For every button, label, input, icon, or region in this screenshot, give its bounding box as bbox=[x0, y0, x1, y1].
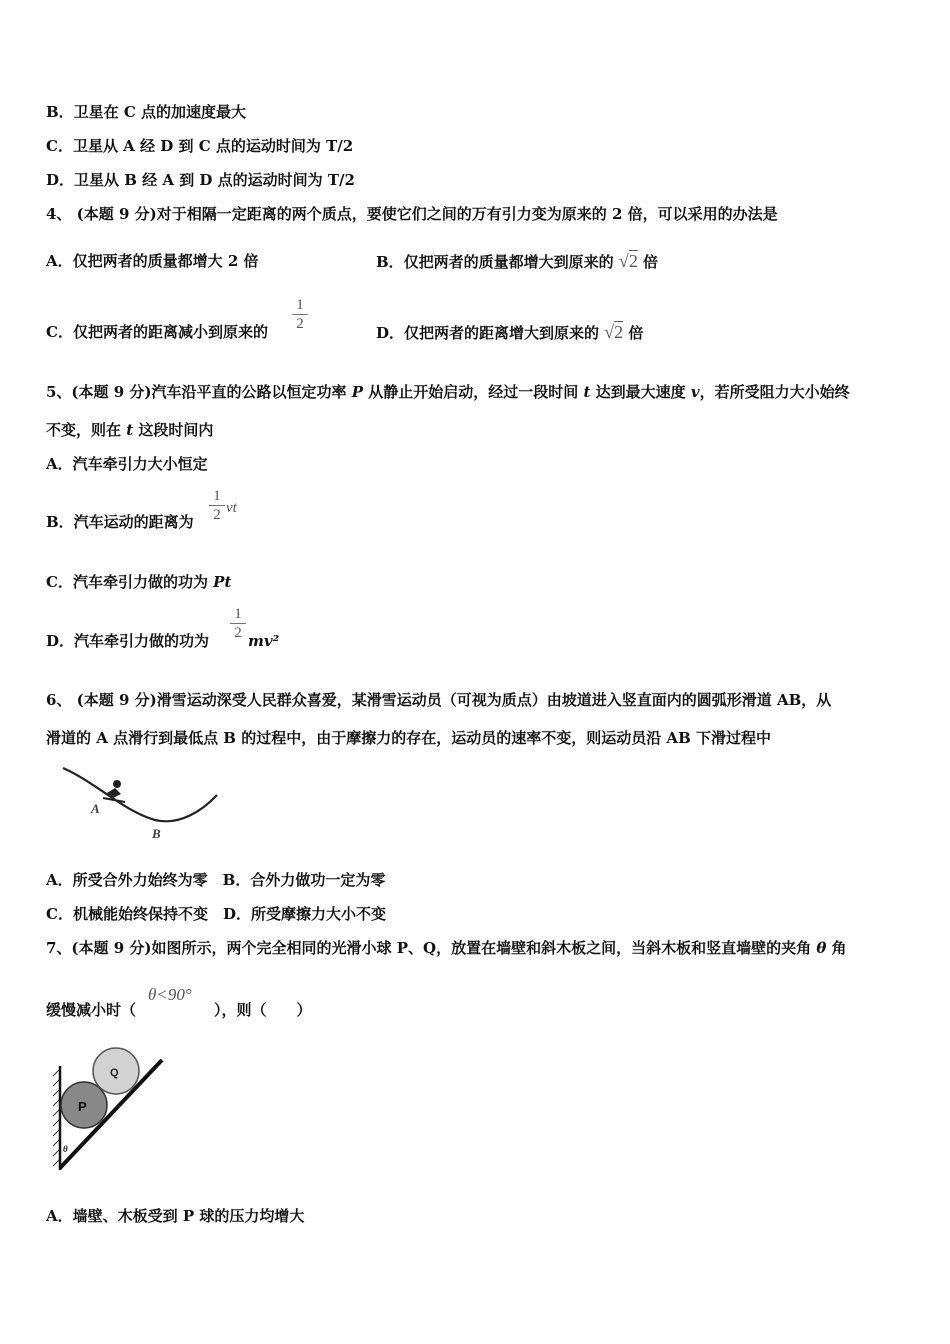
point-b-label: B bbox=[152, 826, 161, 841]
q6-options-ab: A．所受合外力始终为零 B．合外力做功一定为零 bbox=[46, 871, 386, 889]
q7-stem-line2-end: ），则（ ） bbox=[214, 1001, 312, 1019]
q5-stem-part: 从静止开始启动，经过一段时间 bbox=[363, 383, 584, 401]
fraction-numerator: 1 bbox=[234, 606, 242, 622]
q4-option-b-text: B．仅把两者的质量都增大到原来的 bbox=[376, 253, 614, 271]
q5-stem-part: 5、(本题 9 分)汽车沿平直的公路以恒定功率 bbox=[46, 383, 352, 401]
sqrt-sign: √ bbox=[618, 251, 629, 271]
q7-stem-part: 角 bbox=[826, 939, 847, 957]
q5-option-b-vt: vt bbox=[226, 500, 237, 516]
q5-stem-part: 这段时间内 bbox=[133, 421, 214, 439]
q4-option-c-text: C．仅把两者的距离减小到原来的 bbox=[46, 323, 268, 341]
point-a-label: A bbox=[91, 801, 100, 816]
fraction-bar bbox=[209, 505, 225, 506]
arc-track bbox=[63, 768, 217, 821]
q7-stem-part: 缓慢减小时（ bbox=[46, 1001, 137, 1019]
q7-stem-line1 bbox=[46, 938, 847, 958]
sqrt-2-symbol bbox=[619, 251, 638, 271]
q5-stem-part: ，若所受阻力大小始终 bbox=[699, 383, 850, 401]
balls-on-incline-figure bbox=[52, 1040, 172, 1175]
ball-q-label: Q bbox=[110, 1067, 119, 1079]
q5-stem-line2 bbox=[46, 420, 213, 440]
q3-option-b: B．卫星在 C 点的加速度最大 bbox=[46, 103, 247, 121]
q7-stem-part: 7、(本题 9 分)如图所示，两个完全相同的光滑小球 P、Q，放置在墙壁和斜木板之间，当斜木板和竖直墙壁的夹角 bbox=[46, 939, 817, 957]
q6-stem-line2: 滑道的 A 点滑行到最低点 B 的过程中，由于摩擦力的存在，运动员的速率不变，则运动员沿 AB 下滑过程中 bbox=[46, 729, 771, 747]
ball-p-label: P bbox=[78, 1099, 87, 1114]
q5-option-b bbox=[46, 512, 194, 532]
q4-option-c bbox=[46, 322, 268, 342]
fraction-bar bbox=[230, 623, 246, 624]
sqrt-sign: √ bbox=[604, 322, 615, 342]
ski-track-figure bbox=[55, 760, 225, 845]
q4-option-a: A．仅把两者的质量都增大 2 倍 bbox=[46, 252, 259, 270]
q5-var-t: t bbox=[583, 383, 591, 401]
q3-option-c: C．卫星从 A 经 D 到 C 点的运动时间为 T/2 bbox=[46, 137, 354, 155]
q5-var-t: t bbox=[126, 421, 134, 439]
q4-option-b bbox=[376, 251, 658, 272]
sqrt-radicand: 2 bbox=[614, 322, 624, 342]
q7-angle-condition: θ<90° bbox=[148, 985, 192, 1004]
q5-option-d-text: D．汽车牵引力做的功为 bbox=[46, 632, 210, 650]
q5-stem-part: 达到最大速度 bbox=[590, 383, 691, 401]
q5-option-d-fraction bbox=[230, 606, 246, 641]
fraction-denominator: 2 bbox=[296, 316, 304, 332]
q7-stem-line2 bbox=[46, 1000, 136, 1020]
q5-option-d bbox=[46, 631, 209, 651]
q5-option-b-fraction bbox=[209, 488, 225, 523]
q5-var-p: P bbox=[351, 383, 364, 401]
sqrt-2-symbol bbox=[604, 322, 623, 342]
q5-option-c-pt: Pt bbox=[213, 573, 232, 591]
sqrt-radicand: 2 bbox=[628, 251, 638, 271]
fraction-numerator: 1 bbox=[213, 488, 221, 504]
q6-options-cd: C．机械能始终保持不变 D．所受摩擦力大小不变 bbox=[46, 905, 386, 923]
fraction-numerator: 1 bbox=[296, 297, 304, 313]
q7-var-theta: θ bbox=[816, 939, 827, 957]
q4-option-d-text: D．仅把两者的距离增大到原来的 bbox=[376, 324, 600, 342]
q5-option-b-text: B．汽车运动的距离为 bbox=[46, 513, 194, 531]
q6-stem-line1: 6、 (本题 9 分)滑雪运动深受人民群众喜爱，某滑雪运动员（可视为质点）由坡道进入竖直面内的圆弧形滑道 AB，从 bbox=[46, 691, 832, 709]
fraction-denominator: 2 bbox=[213, 507, 221, 523]
q5-option-c-text: C．汽车牵引力做的功为 bbox=[46, 573, 214, 591]
q5-stem-line1 bbox=[46, 382, 850, 402]
q5-option-a: A．汽车牵引力大小恒定 bbox=[46, 455, 208, 473]
q3-option-d: D．卫星从 B 经 A 到 D 点的运动时间为 T/2 bbox=[46, 171, 355, 189]
q5-option-d-mv2: mv² bbox=[248, 632, 280, 650]
q5-var-v: v bbox=[690, 383, 700, 401]
q4-option-d bbox=[376, 322, 643, 343]
q4-option-c-fraction bbox=[292, 297, 308, 332]
q4-option-d-suffix: 倍 bbox=[628, 324, 644, 342]
q5-stem-part: 不变，则在 bbox=[46, 421, 127, 439]
angle-theta-label: θ bbox=[63, 1144, 68, 1154]
q4-option-b-suffix: 倍 bbox=[643, 253, 659, 271]
q7-option-a: A．墙壁、木板受到 P 球的压力均增大 bbox=[46, 1207, 305, 1225]
fraction-bar bbox=[292, 314, 308, 315]
fraction-denominator: 2 bbox=[234, 625, 242, 641]
q4-stem: 4、 (本题 9 分)对于相隔一定距离的两个质点，要使它们之间的万有引力变为原来的 2 倍，可以采用的办法是 bbox=[46, 205, 778, 223]
q5-option-c bbox=[46, 572, 231, 592]
